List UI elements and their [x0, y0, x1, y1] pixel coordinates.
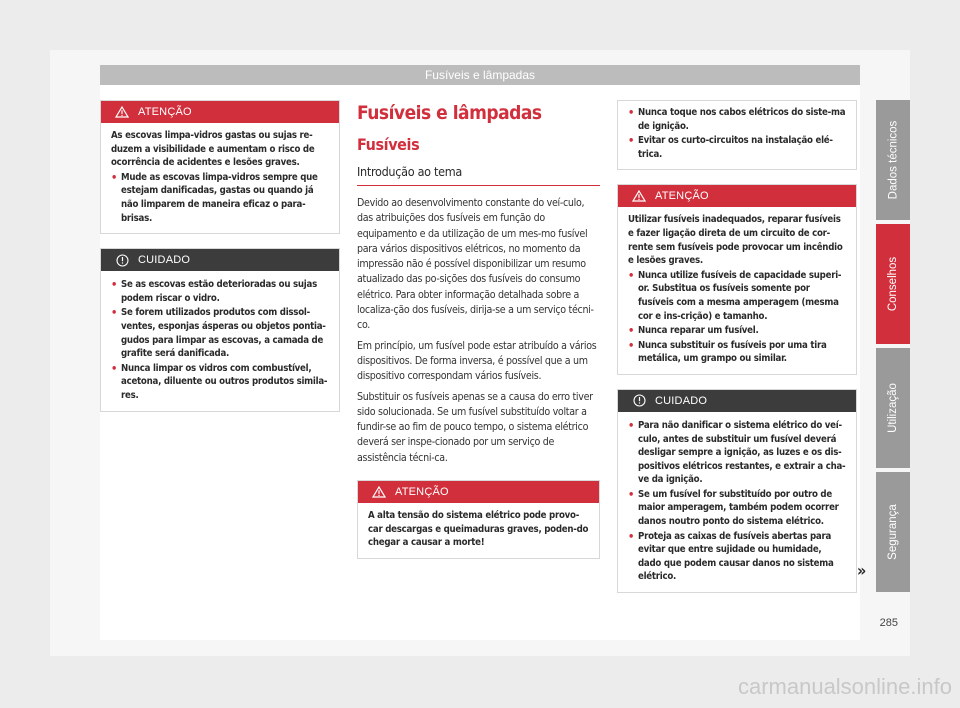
bullet-item: • Nunca substituir os fusíveis por uma tira metálica, um grampo ou similar. [628, 338, 827, 365]
warning-box [357, 480, 600, 559]
warning-intro: Utilizar fusíveis inadequados, reparar fusíveis e fazer ligação direta de um circuito de cor-rente sem fusíveis pode provocar um incêndio e lesões graves. [628, 214, 843, 267]
bullet-icon: • [628, 268, 635, 282]
bullet-item: • Nunca reparar um fusível. [628, 324, 759, 338]
warning-triangle-icon [114, 105, 130, 119]
column-middle [357, 100, 600, 573]
bullet-icon: • [111, 170, 118, 184]
paragraph: Substituir os fusíveis apenas se a causa do erro tiver sido solucionada. Se um fusível substituído voltar a fundir-se ao fim de pouco tempo, o sistema elétrico deverá ser inspe-cionado por um serviço de assistência técni-ca. [357, 390, 593, 464]
info-circle-icon [114, 253, 130, 267]
bullet-icon: • [111, 278, 118, 292]
warning-intro: As escovas limpa-vidros gastas ou sujas re-duzem a visibilidade e aumentam o risco de ocorrência de acidentes e lesões graves. [111, 130, 315, 169]
bullet-icon: • [628, 134, 635, 148]
info-circle-icon [631, 394, 647, 408]
warning-label: ATENÇÃO [395, 486, 449, 499]
chapter-title: Fusíveis e lâmpadas [357, 102, 542, 124]
running-header: Fusíveis e lâmpadas [100, 65, 860, 85]
bullet-item: • Se as escovas estão deterioradas ou sujas podem riscar o vidro. [111, 278, 317, 304]
warning-label: ATENÇÃO [138, 106, 192, 118]
warning-intro: A alta tensão do sistema elétrico pode provo-car descargas e queimaduras graves, poden-do chegar a causar a morte! [368, 510, 589, 549]
warning-header [358, 481, 599, 503]
column-right [617, 100, 857, 607]
tab-dados-tecnicos[interactable]: Dados técnicos [876, 100, 910, 220]
bullet-icon: • [628, 529, 635, 543]
bullet-item: • Mude as escovas limpa-vidros sempre que estejam danificadas, gastas ou quando já não limparem de maneira eficaz o para-brisas. [111, 170, 318, 224]
warning-header [101, 101, 339, 123]
bullet-icon: • [628, 106, 635, 119]
tab-seguranca[interactable]: Segurança [876, 472, 910, 592]
warning-triangle-icon [371, 485, 387, 499]
caution-label: CUIDADO [655, 394, 708, 407]
caution-label: CUIDADO [138, 254, 191, 267]
bullet-icon: • [628, 324, 635, 338]
warning-box [100, 100, 340, 234]
bullet-icon: • [628, 487, 635, 501]
warning-label: ATENÇÃO [655, 190, 709, 203]
subsection-title: Introdução ao tema [357, 164, 600, 186]
bullet-item: • Proteja as caixas de fusíveis abertas para evitar que entre sujidade ou humidade, dado que podem causar danos no sistema elétrico. [628, 529, 834, 583]
caution-box [617, 389, 857, 593]
warning-box [617, 184, 857, 375]
continue-arrow-icon: » [857, 561, 867, 580]
chapter-tabs [876, 100, 910, 596]
bullet-item: • Nunca limpar os vidros com combustível, acetona, diluente ou outros produtos simila-res. [111, 361, 328, 401]
bullet-icon: • [628, 338, 635, 352]
section-title: Fusíveis [357, 135, 420, 154]
warning-header [618, 185, 856, 207]
watermark: carmanualsonline.info [737, 674, 952, 699]
body-text [357, 196, 600, 466]
tab-utilizacao[interactable]: Utilização [876, 348, 910, 468]
tab-conselhos[interactable]: Conselhos [876, 224, 910, 344]
warning-triangle-icon [631, 189, 647, 203]
bullet-icon: • [111, 306, 118, 320]
bullet-item: • Evitar os curto-circuitos na instalação elé-trica. [628, 134, 833, 160]
caution-header [101, 249, 339, 271]
bullet-item: • Nunca toque nos cabos elétricos do siste-ma de ignição. [628, 106, 846, 132]
bullet-item: • Se um fusível for substituído por outro de maior amperagem, também podem ocorrer danos noutro ponto do sistema elétrico. [628, 487, 839, 528]
bullet-icon: • [628, 418, 635, 432]
column-left [100, 100, 340, 426]
bullet-icon: • [111, 361, 118, 375]
paragraph: Devido ao desenvolvimento constante do veí-culo, das atribuições dos fusíveis em função do equipamento e da utilização de um mes-mo fusível para vários dispositivos elétricos, no momento da impressão não é possível disponibilizar um resumo atualizado das po-sições dos fusíveis do consumo elétrico. Para obter informação detalhada sobre a localiza-ção dos fusíveis, dirija-se a um serviço técni-co. [357, 197, 594, 332]
warning-continued-box [617, 100, 857, 170]
page-number: 285 [879, 617, 898, 629]
bullet-item: • Se forem utilizados produtos com dissol-ventes, esponjas ásperas ou objetos pontia-gudos para limpar as escovas, a camada de grafite será danificada. [111, 306, 326, 360]
bullet-item: • Nunca utilize fusíveis de capacidade superi-or. Substitua os fusíveis somente por fusíveis com a mesma amperagem (mesma cor e ins-crição) e tamanho. [628, 268, 842, 322]
paragraph: Em princípio, um fusível pode estar atribuído a vários dispositivos. De forma inversa, é possível que a um dispositivo correspondam vários fusíveis. [357, 339, 597, 383]
caution-box [100, 248, 340, 411]
caution-header [618, 390, 856, 412]
bullet-item: • Para não danificar o sistema elétrico do veí-culo, antes de substituir um fusível deverá desligar sempre a ignição, as luzes e os dis-positivos elétricos restantes, e extrair a cha-ve da ignição. [628, 418, 846, 486]
